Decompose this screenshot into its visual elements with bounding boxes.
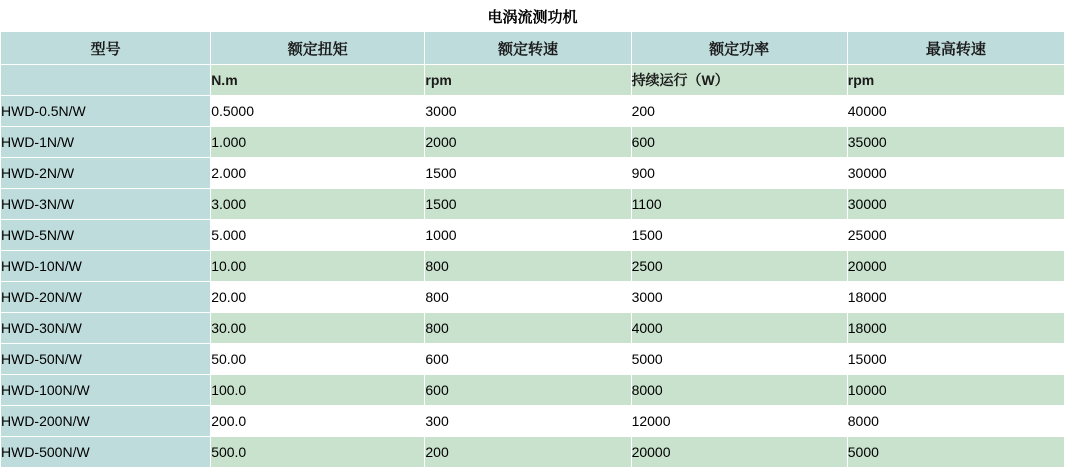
cell-max-speed: 18000 bbox=[847, 282, 1064, 313]
table-row bbox=[1, 127, 1065, 158]
table-row bbox=[1, 344, 1065, 375]
cell-speed: 800 bbox=[425, 313, 631, 344]
cell-torque: 1.000 bbox=[211, 127, 425, 158]
table-row bbox=[1, 313, 1065, 344]
cell-power: 600 bbox=[631, 127, 847, 158]
cell-speed: 3000 bbox=[425, 96, 631, 127]
cell-model: HWD-5N/W bbox=[1, 220, 211, 251]
table-row bbox=[1, 220, 1065, 251]
cell-torque: 0.5000 bbox=[211, 96, 425, 127]
cell-speed: 300 bbox=[425, 406, 631, 437]
cell-speed: 600 bbox=[425, 375, 631, 406]
cell-speed: 600 bbox=[425, 344, 631, 375]
cell-model: HWD-200N/W bbox=[1, 406, 211, 437]
table-row bbox=[1, 406, 1065, 437]
cell-max-speed: 15000 bbox=[847, 344, 1064, 375]
cell-max-speed: 30000 bbox=[847, 189, 1064, 220]
cell-power: 1100 bbox=[631, 189, 847, 220]
cell-torque: 50.00 bbox=[211, 344, 425, 375]
cell-max-speed: 20000 bbox=[847, 251, 1064, 282]
unit-header-rated-speed: rpm bbox=[425, 65, 631, 96]
unit-header-rated-torque: N.m bbox=[211, 65, 425, 96]
cell-speed: 1000 bbox=[425, 220, 631, 251]
cell-power: 4000 bbox=[631, 313, 847, 344]
cell-speed: 800 bbox=[425, 282, 631, 313]
cell-power: 20000 bbox=[631, 437, 847, 468]
cell-torque: 500.0 bbox=[211, 437, 425, 468]
cell-torque: 10.00 bbox=[211, 251, 425, 282]
unit-header-model bbox=[1, 65, 211, 96]
cell-power: 1500 bbox=[631, 220, 847, 251]
cell-torque: 100.0 bbox=[211, 375, 425, 406]
column-header-max-speed: 最高转速 bbox=[847, 32, 1064, 65]
cell-speed: 2000 bbox=[425, 127, 631, 158]
unit-header-max-speed: rpm bbox=[847, 65, 1064, 96]
cell-model: HWD-500N/W bbox=[1, 437, 211, 468]
column-header-rated-speed: 额定转速 bbox=[425, 32, 631, 65]
cell-torque: 5.000 bbox=[211, 220, 425, 251]
title-row bbox=[1, 1, 1065, 32]
cell-torque: 200.0 bbox=[211, 406, 425, 437]
table-row bbox=[1, 437, 1065, 468]
cell-torque: 30.00 bbox=[211, 313, 425, 344]
cell-speed: 200 bbox=[425, 437, 631, 468]
cell-speed: 1500 bbox=[425, 189, 631, 220]
cell-model: HWD-100N/W bbox=[1, 375, 211, 406]
cell-power: 5000 bbox=[631, 344, 847, 375]
cell-model: HWD-1N/W bbox=[1, 127, 211, 158]
cell-model: HWD-10N/W bbox=[1, 251, 211, 282]
header-group-row bbox=[1, 32, 1065, 65]
cell-max-speed: 5000 bbox=[847, 437, 1064, 468]
cell-model: HWD-0.5N/W bbox=[1, 96, 211, 127]
cell-speed: 1500 bbox=[425, 158, 631, 189]
cell-max-speed: 40000 bbox=[847, 96, 1064, 127]
table-row bbox=[1, 282, 1065, 313]
cell-model: HWD-20N/W bbox=[1, 282, 211, 313]
cell-power: 2500 bbox=[631, 251, 847, 282]
cell-max-speed: 35000 bbox=[847, 127, 1064, 158]
cell-max-speed: 18000 bbox=[847, 313, 1064, 344]
cell-power: 12000 bbox=[631, 406, 847, 437]
table-row bbox=[1, 251, 1065, 282]
cell-torque: 20.00 bbox=[211, 282, 425, 313]
page-title: 电涡流测功机 bbox=[1, 1, 1065, 32]
cell-model: HWD-2N/W bbox=[1, 158, 211, 189]
column-header-rated-torque: 额定扭矩 bbox=[211, 32, 425, 65]
cell-max-speed: 25000 bbox=[847, 220, 1064, 251]
cell-torque: 3.000 bbox=[211, 189, 425, 220]
table-row bbox=[1, 189, 1065, 220]
header-unit-row bbox=[1, 65, 1065, 96]
cell-max-speed: 30000 bbox=[847, 158, 1064, 189]
unit-header-rated-power: 持续运行（W） bbox=[631, 65, 847, 96]
column-header-rated-power: 额定功率 bbox=[631, 32, 847, 65]
cell-power: 200 bbox=[631, 96, 847, 127]
cell-speed: 800 bbox=[425, 251, 631, 282]
column-header-model: 型号 bbox=[1, 32, 211, 65]
cell-power: 900 bbox=[631, 158, 847, 189]
cell-power: 3000 bbox=[631, 282, 847, 313]
cell-model: HWD-30N/W bbox=[1, 313, 211, 344]
table-row bbox=[1, 96, 1065, 127]
table-row bbox=[1, 158, 1065, 189]
cell-power: 8000 bbox=[631, 375, 847, 406]
cell-model: HWD-50N/W bbox=[1, 344, 211, 375]
cell-max-speed: 8000 bbox=[847, 406, 1064, 437]
cell-model: HWD-3N/W bbox=[1, 189, 211, 220]
cell-torque: 2.000 bbox=[211, 158, 425, 189]
table-row bbox=[1, 375, 1065, 406]
cell-max-speed: 10000 bbox=[847, 375, 1064, 406]
